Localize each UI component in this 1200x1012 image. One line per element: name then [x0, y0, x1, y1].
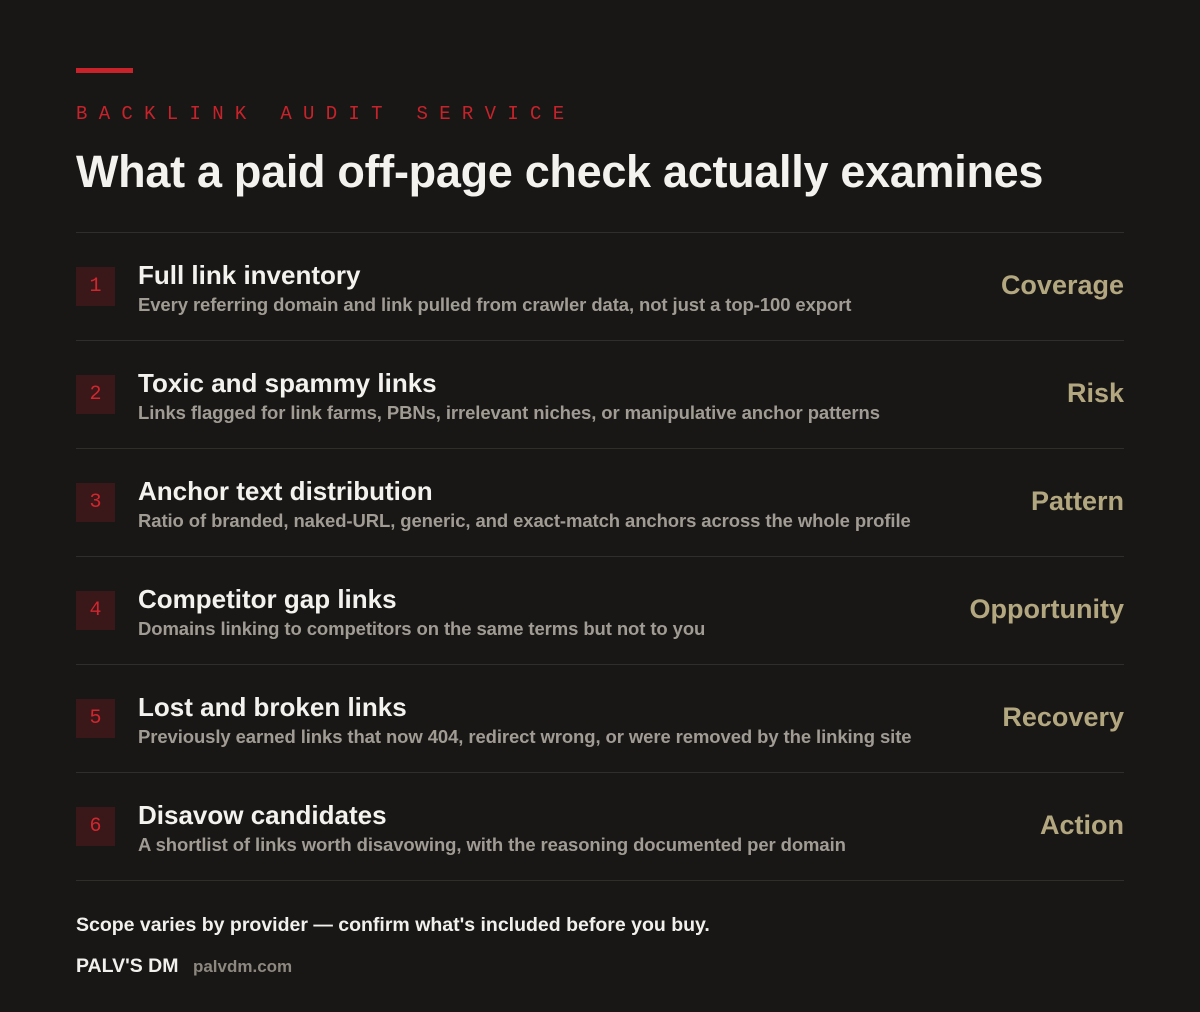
item-description: Previously earned links that now 404, redirect wrong, or were removed by the linking site	[138, 726, 912, 747]
list-item	[76, 773, 1124, 881]
item-number-badge: 5	[76, 699, 115, 738]
item-number-badge: 3	[76, 483, 115, 522]
brand-url: palvdm.com	[192, 957, 293, 976]
list-item	[76, 233, 1124, 341]
page-title: What a paid off-page check actually examines	[76, 146, 1044, 197]
list-item	[76, 449, 1124, 557]
item-description: A shortlist of links worth disavowing, with the reasoning documented per domain	[138, 834, 846, 855]
brand-name: PALV'S DM	[76, 955, 179, 977]
item-title: Competitor gap links	[138, 584, 397, 614]
accent-bar	[76, 68, 133, 73]
item-number-badge: 1	[76, 267, 115, 306]
item-title: Full link inventory	[138, 260, 361, 290]
item-category-tag: Risk	[1066, 378, 1124, 408]
item-category-tag: Coverage	[1000, 270, 1124, 300]
item-category-tag: Action	[1040, 810, 1124, 840]
item-description: Domains linking to competitors on the same terms but not to you	[138, 618, 706, 639]
brand-signature	[76, 955, 292, 978]
item-title: Toxic and spammy links	[138, 368, 437, 398]
list-item	[76, 341, 1124, 449]
item-number-badge: 6	[76, 807, 115, 846]
item-category-tag: Opportunity	[969, 594, 1124, 624]
item-title: Lost and broken links	[138, 692, 407, 722]
list-item	[76, 665, 1124, 773]
eyebrow-label: BACKLINK AUDIT SERVICE	[76, 103, 576, 125]
item-description: Ratio of branded, naked-URL, generic, and exact-match anchors across the whole profile	[138, 510, 911, 531]
item-title: Anchor text distribution	[138, 476, 433, 506]
item-title: Disavow candidates	[138, 800, 387, 830]
item-number-badge: 4	[76, 591, 115, 630]
audit-item-list	[76, 232, 1124, 881]
item-description: Links flagged for link farms, PBNs, irrelevant niches, or manipulative anchor patterns	[138, 402, 880, 423]
item-category-tag: Pattern	[1030, 486, 1124, 516]
scope-footnote: Scope varies by provider — confirm what's included before you buy.	[76, 914, 710, 936]
item-description: Every referring domain and link pulled from crawler data, not just a top-100 export	[138, 294, 852, 315]
item-number-badge: 2	[76, 375, 115, 414]
item-category-tag: Recovery	[1002, 702, 1124, 732]
list-item	[76, 557, 1124, 665]
